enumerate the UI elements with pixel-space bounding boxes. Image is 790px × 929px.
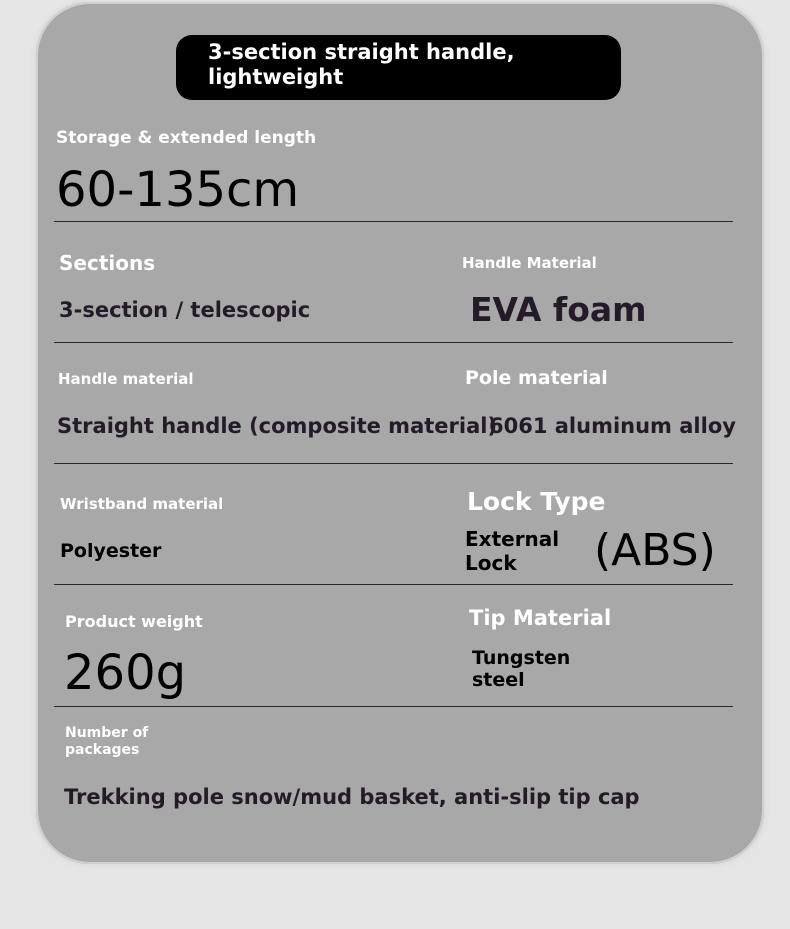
sections-value: 3-section / telescopic xyxy=(59,298,311,322)
pole-material-label: Pole material xyxy=(465,367,608,389)
divider xyxy=(54,342,733,343)
handle-material-top-value: EVA foam xyxy=(470,290,647,329)
divider xyxy=(54,463,733,464)
pole-material-value: 6061 aluminum alloy xyxy=(489,414,736,438)
packages-label: Number of packages xyxy=(65,725,149,758)
banner-title: 3-section straight handle, lightweight xyxy=(208,40,515,89)
lock-type-suffix: (ABS) xyxy=(594,525,716,576)
tip-material-label: Tip Material xyxy=(469,606,612,630)
tip-material-value: Tungsten steel xyxy=(472,647,571,691)
handle-material-label: Handle material xyxy=(58,370,194,388)
handle-material-top-label: Handle Material xyxy=(462,254,597,272)
product-weight-value: 260g xyxy=(64,645,187,701)
lock-type-label: Lock Type xyxy=(467,487,606,516)
divider xyxy=(54,706,733,707)
sections-label: Sections xyxy=(59,251,156,275)
wristband-material-label: Wristband material xyxy=(60,495,224,513)
divider xyxy=(54,221,733,222)
wristband-material-value: Polyester xyxy=(60,540,162,562)
storage-length-value: 60-135cm xyxy=(56,162,300,218)
handle-material-value: Straight handle (composite material) xyxy=(57,414,498,438)
lock-type-value: External Lock xyxy=(465,527,560,575)
divider xyxy=(54,584,733,585)
product-weight-label: Product weight xyxy=(65,612,203,631)
packages-value: Trekking pole snow/mud basket, anti-slip tip cap xyxy=(64,785,640,809)
storage-length-label: Storage & extended length xyxy=(56,128,317,148)
